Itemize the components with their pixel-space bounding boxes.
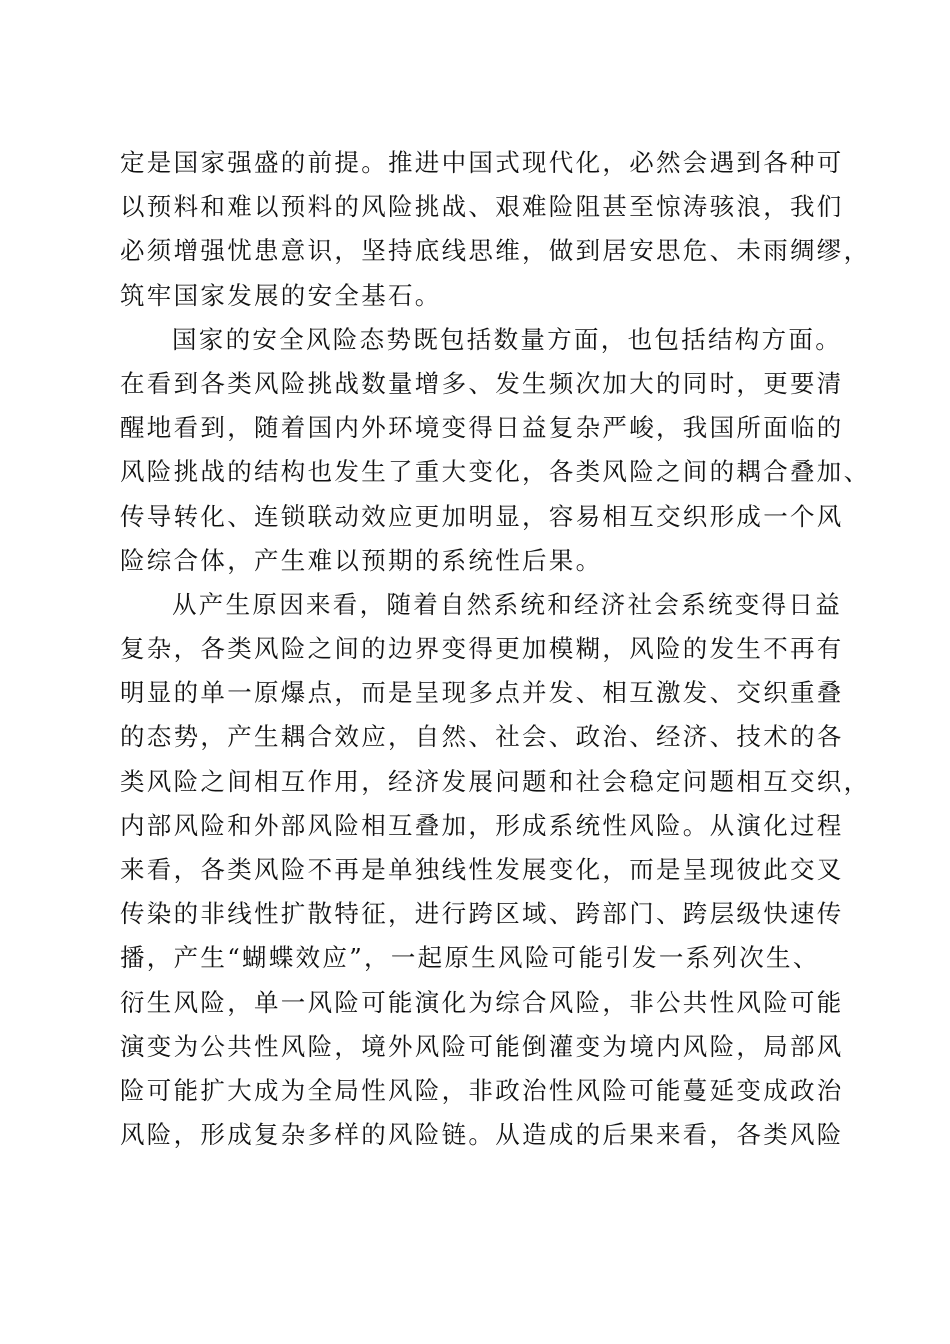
text-line: 风险，形成复杂多样的风险链。从造成的后果来看，各类风险 (120, 1120, 844, 1150)
text-line: 醒地看到，随着国内外环境变得日益复杂严峻，我国所面临的 (120, 413, 844, 443)
text-line: 来看，各类风险不再是单独线性发展变化，而是呈现彼此交叉 (120, 855, 844, 884)
text-line: 内部风险和外部风险相互叠加，形成系统性风险。从演化过程 (120, 810, 844, 840)
text-line: 衍生风险，单一风险可能演化为综合风险，非公共性风险可能 (120, 987, 844, 1017)
text-line: 险综合体，产生难以预期的系统性后果。 (120, 545, 603, 575)
text-line: 险可能扩大成为全局性风险，非政治性风险可能蔓延变成政治 (120, 1075, 844, 1105)
text-line: 复杂，各类风险之间的边界变得更加模糊，风险的发生不再有 (120, 634, 844, 664)
text-line: 风险挑战的结构也发生了重大变化，各类风险之间的耦合叠加、 (120, 457, 871, 487)
body-text (120, 141, 871, 1157)
paragraph-first-line: 从产生原因来看，随着自然系统和经济社会系统变得日益 (172, 589, 842, 619)
text-line: 以预料和难以预料的风险挑战、艰难险阻甚至惊涛骇浪，我们 (120, 192, 844, 222)
text-line: 必须增强忧患意识，坚持底线思维，做到居安思危、未雨绸缪， (120, 236, 871, 266)
text-line: 在看到各类风险挑战数量增多、发生频次加大的同时，更要清 (120, 368, 844, 398)
text-line: 类风险之间相互作用，经济发展问题和社会稳定问题相互交织， (120, 766, 871, 796)
text-line: 筑牢国家发展的安全基石。 (120, 280, 442, 310)
text-line: 演变为公共性风险，境外风险可能倒灌变为境内风险，局部风 (120, 1031, 844, 1061)
text-line: 的态势，产生耦合效应，自然、社会、政治、经济、技术的各 (120, 722, 844, 752)
text-line: 传染的非线性扩散特征，进行跨区域、跨部门、跨层级快速传 (120, 899, 844, 929)
text-line: 传导转化、连锁联动效应更加明显，容易相互交织形成一个风 (120, 501, 844, 531)
text-line: 明显的单一原爆点，而是呈现多点并发、相互激发、交织重叠 (120, 678, 844, 708)
text-line: 定是国家强盛的前提。推进中国式现代化，必然会遇到各种可 (120, 148, 844, 177)
text-line: 播，产生“蝴蝶效应”，一起原生风险可能引发一系列次生、 (120, 943, 820, 973)
paragraph-first-line: 国家的安全风险态势既包括数量方面，也包括结构方面。 (172, 324, 842, 354)
